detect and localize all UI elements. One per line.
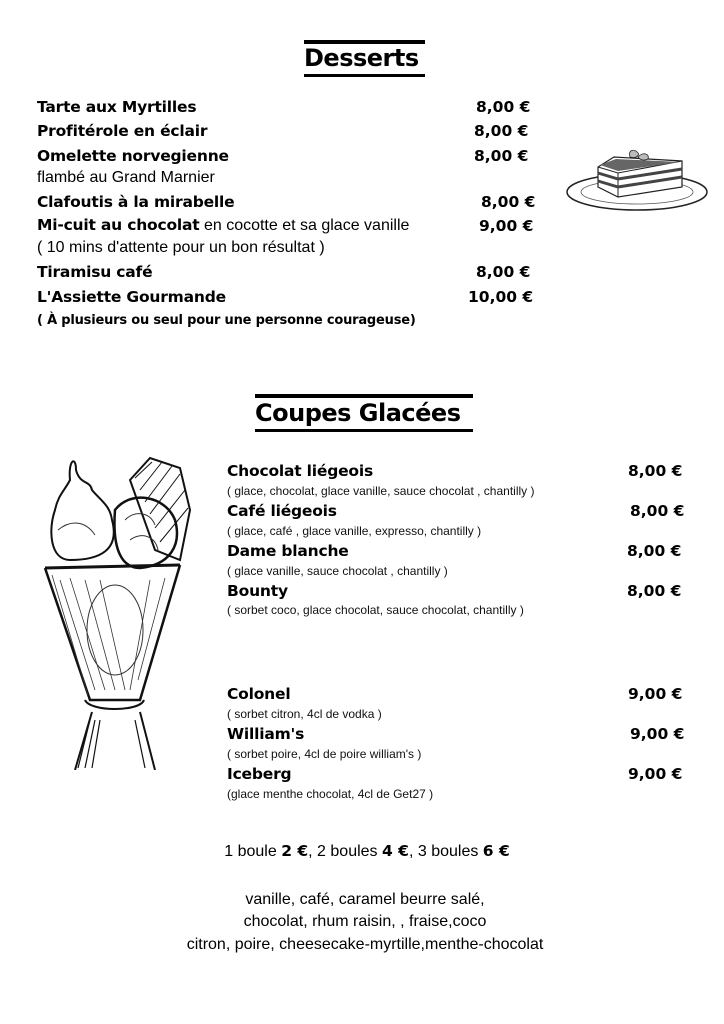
coupe-price: 9,00 € [628,765,683,783]
dessert-detail: ( 10 mins d'attente pour un bon résultat ) [37,239,325,256]
dessert-price: 8,00 € [481,193,536,211]
dessert-price: 8,00 € [474,147,529,165]
coupe-name: Dame blanche [227,542,349,560]
dessert-price: 10,00 € [468,288,534,306]
dessert-name: Omelette norvegienne [37,147,229,165]
dessert-name: Clafoutis à la mirabelle [37,193,235,211]
coupe-price: 9,00 € [628,685,683,703]
dessert-price: 9,00 € [479,217,534,235]
dessert-detail: ( À plusieurs ou seul pour une personne courageuse) [37,313,416,328]
scoop-pricing [0,842,724,861]
scoop-text-3: , 3 boules [408,843,483,860]
flavors-line-2: chocolat, rhum raisin, , fraise,coco [243,913,487,930]
coupe-price: 8,00 € [627,582,682,600]
scoop-text-2: , 2 boules [308,843,382,860]
coupe-detail: (glace menthe chocolat, 4cl de Get27 ) [227,787,434,801]
flavors-line-1: vanille, café, caramel beurre salé, [245,891,485,908]
dessert-name: Mi-cuit au chocolat [37,216,200,234]
coupe-price: 8,00 € [627,542,682,560]
coupes-title-overline [255,394,473,398]
coupe-name: Iceberg [227,765,292,783]
coupe-detail: ( sorbet coco, glace chocolat, sauce chocolat, chantilly ) [227,603,524,617]
dessert-line [37,216,409,235]
scoop-text-1: 1 boule [224,843,282,860]
dessert-name: Tiramisu café [37,263,153,281]
coupes-title: Coupes Glacées [255,399,461,427]
desserts-title: Desserts [304,44,419,72]
coupe-name: William's [227,725,305,743]
coupe-detail: ( glace, chocolat, glace vanille, sauce chocolat , chantilly ) [227,484,535,498]
scoop-price-2: 4 € [381,842,409,860]
coupe-detail: ( glace, café , glace vanille, expresso, chantilly ) [227,524,482,538]
dessert-name: Tarte aux Myrtilles [37,98,197,116]
flavors-line-3: citron, poire, cheesecake-myrtille,menthe-chocolat [186,936,544,953]
coupe-price: 9,00 € [630,725,685,743]
tiramisu-plate-illustration [562,145,712,215]
desserts-title-underline [304,74,425,77]
coupe-detail: ( sorbet citron, 4cl de vodka ) [227,707,382,721]
dessert-detail: flambé au Grand Marnier [37,169,215,186]
dessert-price: 8,00 € [476,263,531,281]
coupe-price: 8,00 € [630,502,685,520]
coupe-name: Bounty [227,582,288,600]
dessert-name: Profitérole en éclair [37,122,208,140]
ice-cream-sundae-illustration [40,450,210,770]
coupe-detail: ( glace vanille, sauce chocolat , chantilly ) [227,564,448,578]
coupes-title-underline [255,429,473,432]
dessert-name-suffix: en cocotte et sa glace vanille [199,217,410,234]
coupe-name: Café liégeois [227,502,337,520]
scoop-price-3: 6 € [482,842,510,860]
coupe-name: Colonel [227,685,291,703]
coupe-detail: ( sorbet poire, 4cl de poire william's ) [227,747,422,761]
dessert-price: 8,00 € [476,98,531,116]
dessert-price: 8,00 € [474,122,529,140]
scoop-price-1: 2 € [281,842,309,860]
coupe-name: Chocolat liégeois [227,462,374,480]
coupe-price: 8,00 € [628,462,683,480]
dessert-name: L'Assiette Gourmande [37,288,226,306]
